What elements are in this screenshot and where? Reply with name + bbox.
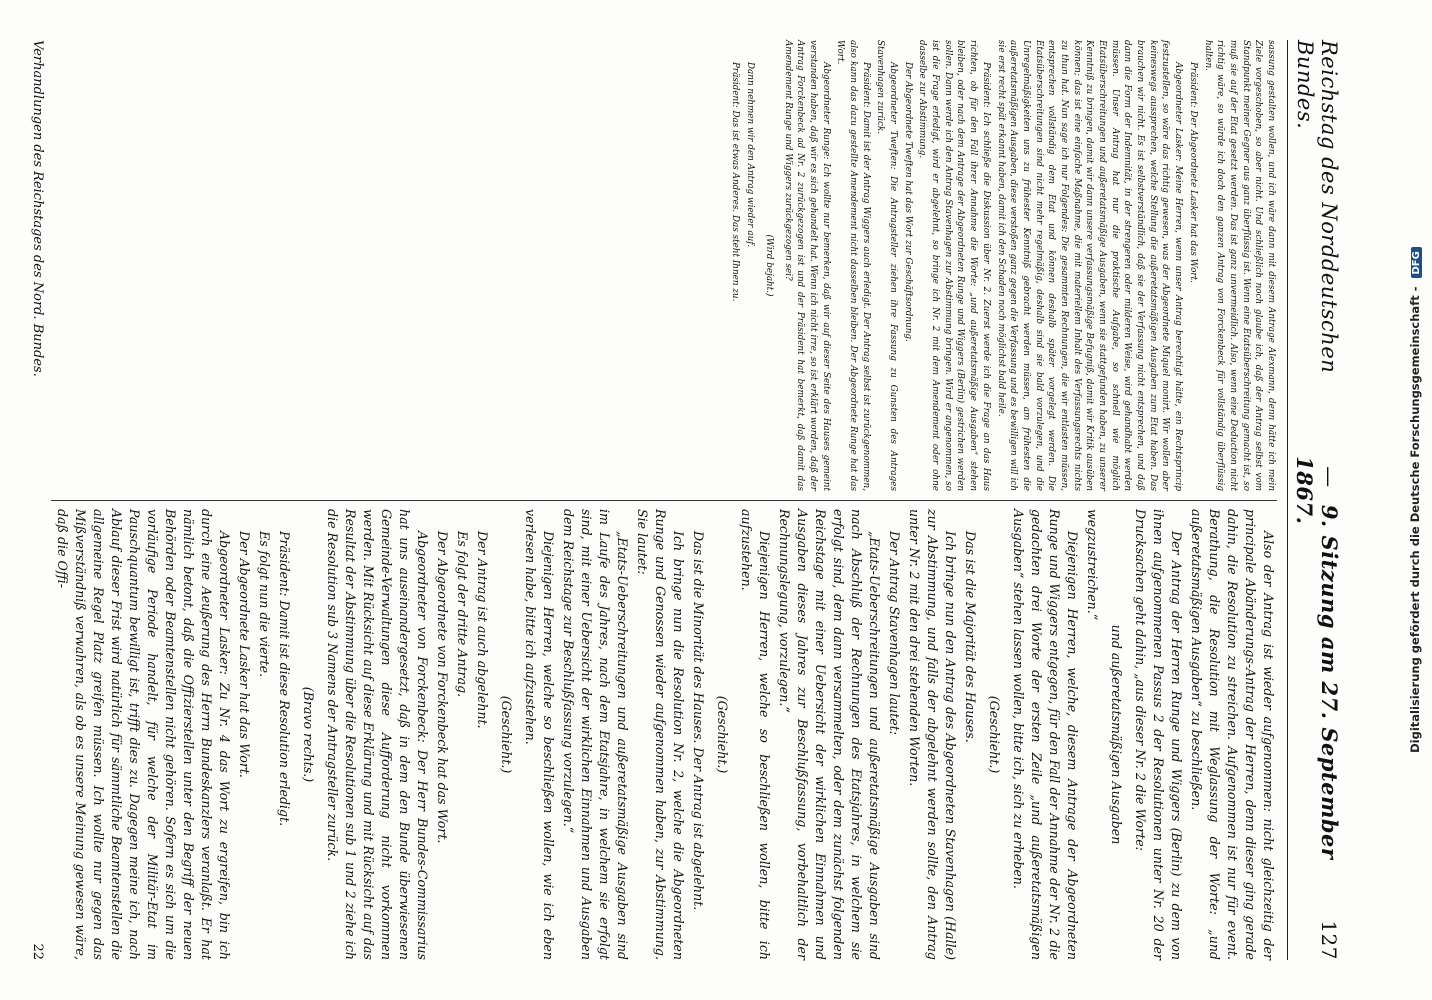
- interjection: (Geschieht.): [715, 695, 730, 774]
- paragraph: Der Abgeordnete Lasker hat das Wort.: [237, 531, 252, 778]
- paragraph: Das ist die Majorität des Hauses.: [963, 531, 978, 743]
- paragraph: Dann nehmen wir den Antrag wieder auf.: [745, 62, 756, 248]
- session-title: 9. Sitzung am 27. September 1867.: [1292, 456, 1342, 860]
- paragraph: Der Antrag der Herren Runge und Wiggers (Berlin) zu dem von ihnen aufgenommenen Passus 2 der Resolutionen unter Nr. 20 der Drucksachen geht dahin, „aus dieser Nr. 2 die Worte:: [1133, 509, 1184, 960]
- paragraph: Der Antrag ist auch abgelehnt.: [475, 531, 490, 729]
- interjection: (Bravo rechts.): [301, 686, 316, 783]
- dfg-logo: DFG: [1411, 247, 1422, 278]
- paragraph: Also der Antrag ist wieder aufgenommen: nicht gleichzeitig der principale Abänderungs-Antrag der Herren, denn dieser ging gerade dahin, die Resolution zu streichen. Aufgenommen ist nur für event. Berathung, die Resolution mit Weglassung der Worte: „und außeretatsmäßigen Ausgaben“ zu beschließen.: [1189, 509, 1276, 960]
- page-footer: [30, 40, 45, 960]
- paragraph: Diejenigen Herren, welche so beschließen wollen, wie ich eben verlesen habe, bitte ich aufzustehen.: [523, 509, 556, 960]
- paragraph: wegzustreichen.“: [1085, 509, 1100, 621]
- paragraph: Abgeordneter Tweften: Die Antragsteller ziehen ihre Fassung zu Gunsten des Antrages Stavenhagen zurück.: [875, 40, 899, 491]
- running-head: [1287, 40, 1342, 960]
- paragraph: Präsident: Damit ist der Antrag Wiggers auch erledigt. Der Antrag selbst ist zurückgenommen, also kann das dazu gestellte Amendement nicht dasselben bleiben. Der Abgeordnete Runge hat das Wort.: [835, 40, 871, 491]
- footer-source: Verhandlungen des Reichstages des Nord. Bundes.: [30, 40, 45, 377]
- paragraph: Abgeordneter Runge: Ich wollte nur bemerken, daß wir auf dieser Seite des Hauses gemeint verstanden haben, daß wir es sich gehandelt hat. Wenn ich nicht irre, so ist erklärt worden, daß der Antrag Forckenbeck ad Nr. 2 zurückgezogen ist und der Präsident hat bemerkt, daß damit das Amendement Runge und Wiggers zurückgezogen sei?: [782, 40, 831, 491]
- paragraph: Diejenigen Herren, welche, diesem Antrage der Abgeordneten Runge und Wiggers entgegen, für den Fall der Annahme der Nr. 2 die gedachten drei Worte der ersten Zeile „und außeretatsmäßigen Ausgaben“ stehen lassen wollen, bitte ich, sich zu erheben.: [1011, 509, 1080, 960]
- paragraph: Präsident: Das ist etwas Anderes. Das steht Ihnen zu.: [730, 62, 741, 302]
- paragraph: Ich bringe nun den Antrag des Abgeordneten Stavenhagen (Halle) zur Abstimmung, und falls der abgelehnt werden sollte, den Antrag unter Nr. 2 mit den drei stehenden Worten.: [907, 509, 958, 960]
- paragraph: Es folgt der dritte Antrag.: [455, 531, 470, 698]
- paragraph: Es folgt nun die vierte.: [257, 531, 272, 678]
- digitization-text: Digitalisierung gefördert durch die Deutsche Forschungsgemeinschaft -: [1408, 286, 1422, 753]
- paragraph: Präsident: Ich schließe die Diskussion über Nr. 2. Zuerst werde ich die Frage an das Haus richten, ob für den Fall ihrer Annahme die Worte: „und außeretatsmäßige Ausgaben“ stehen bleiben, oder nach dem Antrage der Abgeordneten Runge und Wiggers (Berlin) gestrichen werden sollen. Dann werde ich den Antrag Stavenhagen zur Abstimmung bringen. Wird er angenommen, so ist die Frage erledigt, wird er abgelehnt, so bringe ich Nr. 2 mit dem Amendement oder ohne dasselbe zur Abstimmung.: [917, 40, 991, 491]
- interjection: (Geschieht.): [499, 695, 514, 774]
- right-column: [51, 509, 1277, 960]
- paragraph: Das ist die Minorität des Hauses. Der Antrag ist abgelehnt.: [691, 531, 706, 911]
- paragraph: Ich bringe nun die Resolution Nr. 2, welche die Abgeordneten Runge und Genossen wieder aufgenommen haben, zur Abstimmung. Sie lautet:: [635, 509, 686, 960]
- paragraph: Abgeordneter Lasker: Zu Nr. 4 das Wort zu ergreifen, bin ich durch eine Aeußerung des Herrn Bundeskanzlers veranlaßt. Er hat nämlich betont, daß die Offizierstellen unter den Begriff der neuen Behörden oder Beamtenstellen nicht gehören. Sofern es sich um die vorläufige Periode handelt, für welche der Militär-Etat im Pauschquantum bewilligt ist, trifft dies zu. Dagegen meine ich, nach Ablauf dieser Frist wird natürlich für sämmtliche Beamtenstellen die allgemeine Regel Platz greifen müssen. Ich wollte nur gegen das Mißverständniß verwahren, als ob es unsere Meinung gewesen wäre, daß die Offi-: [55, 509, 232, 960]
- signature-mark: 22: [30, 943, 45, 960]
- paragraph: Abgeordneter Lasker: Meine Herren, wenn unser Antrag berechtigt hätte, ein Rechtsprincip festzustellen, so wäre das richtig gewesen, was der Abgeordnete Miquel monirt. Wir wollen aber keineswegs aussprechen, welche Stellung die außeretatsmäßigen Ausgaben zum Etat haben. Das brauchen wir nicht. Es ist selbstverständlich, daß sie der Verfassung nicht entsprechen, und daß dann die Form der Indemnität, in der strengeren oder milderen Weise, wird gehandhabt werden müssen. Unser Antrag hat nur die praktische Aufgabe, so schnell wie möglich Etatsüberschreitungen und außeretatsmäßige Ausgaben, wenn sie stattgefunden haben, zu unserer Kenntniß zu bringen, damit wir dann unsere verfassungsmäßige Befugniß, damit wir Kritik ausüben können; das ist eine einfache Maßnahme, die mit materiellem Inhalt des Verfassungsrechts nichts zu thun hat. Nun sage ich nur Folgendes: Die gesammten Rechnungen, die wir entlasten müssen, entsprechen vollständig dem Etat und können deshalb später vorgelegt werden. Die Etatsüberschreitungen sind nicht mehr regelmäßig, deshalb sind sie bald vorzulegen, und die Unregelmäßigkeiten uns zu frühester Kenntniß gebracht werden müssen, am frühesten die außeretatsmäßigen Ausgaben, diese verstoßen ganz gegen die Verfassung und es bewilligen will ich sie erst recht spät erkannt haben, damit ich den Schaden noch möglichst bald heile.: [995, 40, 1184, 491]
- quoted-motion: „Etats-Ueberschreitungen und außeretatsmäßige Ausgaben sind nach Abschluß der Rechnungen des Etatsjahres, in welchem sie erfolgt sind, dem dann versammelten, oder dem zunächst folgenden Reichstage mit einer Uebersicht der wirklichen Einnahmen und Ausgaben dieses Jahres zur Beschlußfassung, vorbehaltlich der Rechnungslegung, vorzulegen.“: [777, 509, 882, 960]
- dash-separator: —: [1317, 466, 1341, 488]
- session-line: [1292, 456, 1342, 920]
- digitization-sidebar: [1408, 20, 1428, 980]
- paragraph: Diejenigen Herren, welche so beschließen wollen, bitte ich aufzustehen.: [739, 509, 772, 960]
- paragraph: Präsident: Der Abgeordnete Lasker hat das Wort.: [1187, 62, 1198, 283]
- digitization-notice: [1408, 20, 1422, 980]
- left-column: [51, 40, 1277, 491]
- quoted-motion: „Etats-Ueberschreitungen und außeretatsmäßige Ausgaben sind im Laufe des Jahres, nach dem Etatsjahre, in welchem sie erfolgt sind, mit einer Uebersicht der wirklichen Einnahmen und Ausgaben dem Reichstage zur Beschlußfassung vorzulegen.“: [561, 509, 630, 960]
- page-number: 127: [1317, 920, 1341, 960]
- paragraph: Präsident: Damit ist diese Resolution erledigt.: [277, 531, 292, 827]
- paragraph: Der Antrag Stavenhagen lautet:: [887, 531, 902, 736]
- text-columns: [51, 40, 1277, 960]
- paragraph: Der Abgeordnete Tweften hat das Wort zur Geschäftsordnung.: [902, 62, 913, 342]
- running-title: Reichstag des Norddeutschen Bundes.: [1293, 40, 1341, 374]
- quoted-phrase: und außeretatsmäßigen Ausgaben: [1109, 624, 1124, 845]
- interjection: (Wird bejaht.): [763, 234, 774, 297]
- interjection: (Geschieht.): [987, 695, 1002, 774]
- paragraph: Der Abgeordnete von Forckenbeck hat das Wort.: [435, 531, 450, 844]
- paragraph: sassung gestalten wollen, und ich wäre dann mit diesem Antrage Alexmann, denn hätte ich mein Ziele vorgeschoben, so aber nicht. Und schließlich noch glaube ich, daß der Antrag selbst vom Standpunkt meiner Gegner aus ganz überflüssig ist. Wenn eine Etatsüberschreitung gemacht ist, so muß sie auf der Etat gesetzt werden. Das ist ganz unvermeidlich. Also, wenn eine Deduction nicht richtig wäre, so würde ich doch den ganzen Antrag von Forckenbeck für vollständig überflüssig halten.: [1202, 40, 1276, 491]
- paragraph: Abgeordneter von Forckenbeck: Der Herr Bundes-Commissarius hat uns auseinandergesetzt, daß in dem den Bunde überwiesenen Gemeinde-Verwaltungen diese Aufforderung nicht vorkommen werden. Mit Rücksicht auf diese Erklärung und mit Rücksicht auf das Resultat der Abstimmung über die Resolutionen sub 1 und 2 ziehe ich die Resolution sub 3 Namens der Antragsteller zurück.: [325, 509, 430, 960]
